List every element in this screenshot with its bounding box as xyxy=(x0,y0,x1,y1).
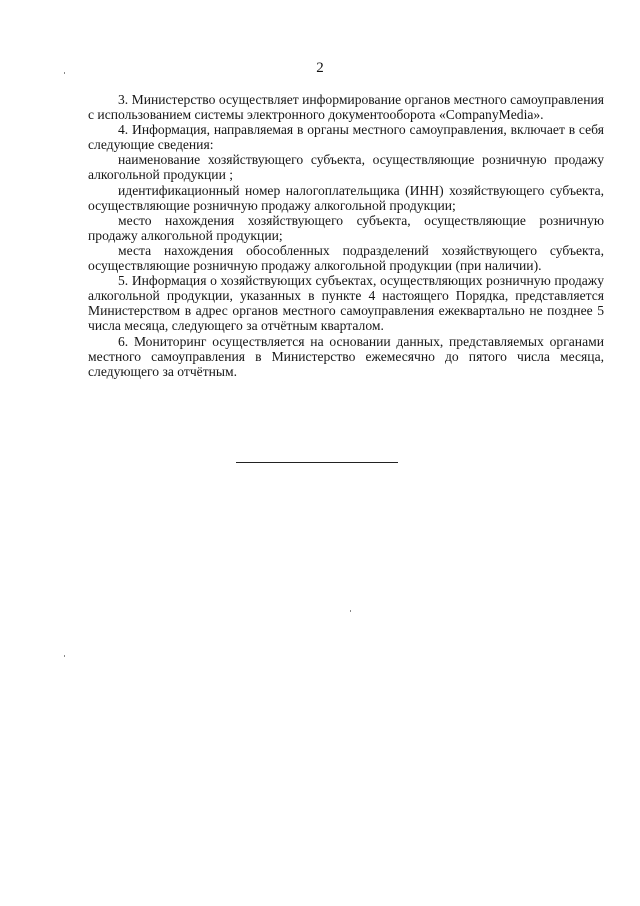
list-item-inn: идентификационный номер налогоплательщика (ИНН) хозяйствующего субъекта, осуществляющие розничную продажу алкогольной продукции; xyxy=(88,182,604,213)
list-item-name: наименование хозяйствующего субъекта, осуществляющие розничную продажу алкогольной продукции ; xyxy=(88,152,604,183)
document-body xyxy=(88,92,604,379)
page-number: 2 xyxy=(316,60,324,76)
paragraph-item-6: 6. Мониторинг осуществляется на основании данных, представляемых органами местного самоуправления в Министерство ежемесячно до пятого числа месяца, следующего за отчётным. xyxy=(88,333,604,379)
scan-mark xyxy=(350,610,351,612)
scan-mark xyxy=(64,72,65,74)
end-divider xyxy=(236,462,398,463)
list-item-location: место нахождения хозяйствующего субъекта, осуществляющие розничную продажу алкогольной продукции; xyxy=(88,212,604,243)
paragraph-item-3: 3. Министерство осуществляет информирование органов местного самоуправления с использованием системы электронного документооборота «CompanyMedia». xyxy=(88,92,604,123)
paragraph-item-4: 4. Информация, направляемая в органы местного самоуправления, включает в себя следующие сведения: xyxy=(88,122,604,153)
list-item-subdivisions: места нахождения обособленных подразделений хозяйствующего субъекта, осуществляющие розничную продажу алкогольной продукции (при наличии). xyxy=(88,242,604,274)
scan-mark xyxy=(64,655,65,657)
paragraph-item-5: 5. Информация о хозяйствующих субъектах, осуществляющих розничную продажу алкогольной продукции, указанных в пункте 4 настоящего Порядка, представляется Министерством в адрес органов местного самоуправления ежеквартально не позднее 5 числа месяца, следующего за отчётным кварталом. xyxy=(88,273,604,334)
